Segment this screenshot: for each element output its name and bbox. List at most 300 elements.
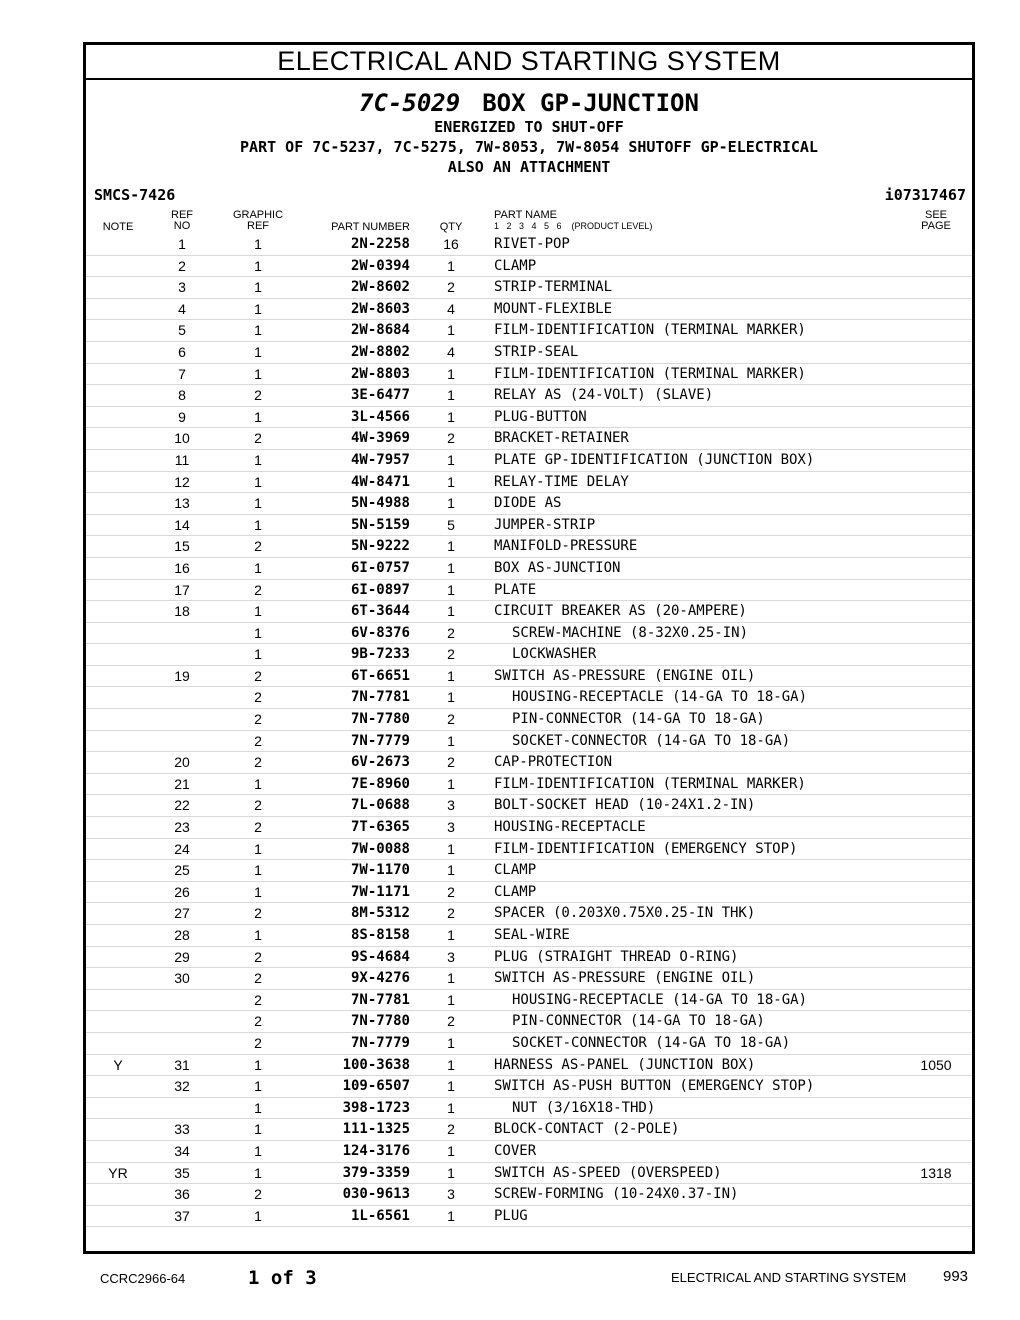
ref-no-cell: 32 [174, 1078, 190, 1095]
graphic-ref-cell: 1 [254, 495, 262, 512]
qty-cell: 2 [447, 430, 455, 447]
part-number-cell: 4W-7957 [350, 451, 410, 468]
ref-no-cell: 12 [174, 473, 190, 490]
part-name-cell: DIODE AS [494, 495, 562, 512]
qty-cell: 1 [447, 408, 455, 425]
part-name-cell: SOCKET-CONNECTOR (14-GA TO 18-GA) [512, 732, 791, 749]
part-name-cell: PLUG-BUTTON [494, 408, 587, 425]
note-cell: YR [108, 1164, 128, 1181]
header-note: NOTE [102, 221, 134, 233]
part-name-cell: CIRCUIT BREAKER AS (20-AMPERE) [494, 603, 747, 620]
part-name-cell: FILM-IDENTIFICATION (TERMINAL MARKER) [494, 775, 806, 792]
table-row [86, 580, 972, 602]
graphic-ref-cell: 2 [254, 430, 262, 447]
qty-cell: 1 [447, 1099, 455, 1116]
table-row [86, 623, 972, 645]
qty-cell: 1 [447, 1142, 455, 1159]
part-number-cell: 7N-7781 [350, 991, 410, 1008]
part-name-cell: MANIFOLD-PRESSURE [494, 538, 638, 555]
ref-no-cell: 7 [178, 365, 186, 382]
part-number-cell: 398-1723 [342, 1099, 410, 1116]
qty-cell: 2 [447, 905, 455, 922]
qty-cell: 1 [447, 559, 455, 576]
qty-cell: 1 [447, 257, 455, 274]
graphic-ref-cell: 1 [254, 603, 262, 620]
ref-no-cell: 17 [174, 581, 190, 598]
part-name-cell: NUT (3/16X18-THD) [512, 1099, 656, 1116]
graphic-ref-cell: 1 [254, 1099, 262, 1116]
part-number-cell: 7W-0088 [350, 840, 410, 857]
part-name-cell: CLAMP [494, 883, 537, 900]
part-name-cell: CAP-PROTECTION [494, 754, 613, 771]
table-row [86, 1033, 972, 1055]
part-number-cell: 2W-8803 [350, 365, 410, 382]
graphic-ref-cell: 1 [254, 559, 262, 576]
part-number-cell: 6I-0897 [350, 581, 410, 598]
ref-no-cell: 9 [178, 408, 186, 425]
part-number-cell: 7N-7780 [350, 1013, 410, 1030]
header-part-name [494, 210, 652, 232]
qty-cell: 2 [447, 646, 455, 663]
part-name-cell: LOCKWASHER [512, 646, 597, 663]
table-row [86, 925, 972, 947]
graphic-ref-cell: 1 [254, 646, 262, 663]
table-row [86, 795, 972, 817]
part-name-cell: SWITCH AS-PUSH BUTTON (EMERGENCY STOP) [494, 1078, 815, 1095]
ref-no-cell: 1 [178, 236, 186, 252]
qty-cell: 1 [447, 732, 455, 749]
parts-table [86, 234, 972, 1227]
table-row [86, 407, 972, 429]
table-row [86, 515, 972, 537]
graphic-ref-cell: 2 [254, 538, 262, 555]
table-row [86, 1098, 972, 1120]
graphic-ref-cell: 2 [254, 905, 262, 922]
part-number-cell: 6T-3644 [350, 603, 410, 620]
qty-cell: 2 [447, 1013, 455, 1030]
part-name-cell: STRIP-SEAL [494, 343, 579, 360]
part-name-cell: COVER [494, 1142, 537, 1159]
part-number-cell: 7T-6365 [350, 819, 410, 836]
qty-cell: 1 [447, 775, 455, 792]
table-row [86, 731, 972, 753]
graphic-ref-cell: 2 [254, 667, 262, 684]
qty-cell: 4 [447, 300, 455, 317]
header-see-page [906, 210, 966, 232]
part-name-cell: FILM-IDENTIFICATION (EMERGENCY STOP) [494, 840, 798, 857]
graphic-ref-cell: 2 [254, 948, 262, 965]
part-name-cell: FILM-IDENTIFICATION (TERMINAL MARKER) [494, 322, 806, 339]
see-page-cell: 1050 [920, 1056, 952, 1073]
ref-no-cell: 24 [174, 840, 190, 857]
part-name-cell: PIN-CONNECTOR (14-GA TO 18-GA) [512, 1013, 765, 1030]
graphic-ref-cell: 2 [254, 711, 262, 728]
header-see-line1: SEE [924, 209, 947, 221]
ref-no-cell: 28 [174, 927, 190, 943]
table-row [86, 882, 972, 904]
part-name-cell: SWITCH AS-PRESSURE (ENGINE OIL) [494, 970, 756, 987]
ref-no-cell: 36 [174, 1186, 190, 1203]
subtitle-line-2: PART OF 7C-5237, 7C-5275, 7W-8053, 7W-8054 SHUTOFF GP-ELECTRICAL [240, 138, 818, 156]
graphic-ref-cell: 1 [254, 1207, 262, 1224]
ref-no-cell: 27 [174, 905, 190, 922]
footer-section-title: ELECTRICAL AND STARTING SYSTEM [671, 1270, 907, 1285]
table-row [86, 947, 972, 969]
part-number-cell: 124-3176 [342, 1142, 410, 1159]
table-row [86, 385, 972, 407]
table-row [86, 1055, 972, 1077]
part-name-cell: BRACKET-RETAINER [494, 430, 629, 447]
graphic-ref-cell: 1 [254, 451, 262, 468]
ref-no-cell: 8 [178, 387, 186, 404]
graphic-ref-cell: 1 [254, 516, 262, 533]
table-row [86, 709, 972, 731]
header-product-level: 1 2 3 4 5 6 (PRODUCT LEVEL) [494, 221, 653, 231]
ref-no-cell: 2 [178, 257, 186, 274]
part-name-cell: JUMPER-STRIP [494, 516, 596, 533]
graphic-ref-cell: 1 [254, 775, 262, 792]
graphic-ref-cell: 1 [254, 343, 262, 360]
ref-no-cell: 14 [174, 516, 190, 533]
part-number-cell: 8M-5312 [350, 905, 410, 922]
part-name-cell: CLAMP [494, 862, 537, 879]
part-name-cell: SOCKET-CONNECTOR (14-GA TO 18-GA) [512, 1034, 791, 1051]
part-number-cell: 6T-6651 [350, 667, 410, 684]
ref-no-cell: 23 [174, 819, 190, 836]
graphic-ref-cell: 2 [254, 991, 262, 1008]
table-row [86, 320, 972, 342]
header-part-name-line1: PART NAME [494, 209, 557, 221]
part-number-cell: 4W-3969 [350, 430, 410, 447]
part-name-cell: FILM-IDENTIFICATION (TERMINAL MARKER) [494, 365, 806, 382]
qty-cell: 1 [447, 538, 455, 555]
qty-cell: 2 [447, 711, 455, 728]
graphic-ref-cell: 2 [254, 1186, 262, 1203]
note-cell: Y [113, 1056, 123, 1073]
group-part-name: BOX GP-JUNCTION [482, 89, 699, 117]
header-ref-no [150, 210, 214, 232]
header-ref-line1: REF [171, 209, 193, 221]
table-row [86, 428, 972, 450]
part-name-cell: BOX AS-JUNCTION [494, 559, 621, 576]
table-row [86, 1206, 972, 1228]
graphic-ref-cell: 1 [254, 473, 262, 490]
qty-cell: 5 [447, 516, 455, 533]
footer-page-of: 1 of 3 [248, 1267, 317, 1289]
table-row [86, 860, 972, 882]
part-number-cell: 7L-0688 [350, 797, 410, 814]
graphic-ref-cell: 2 [254, 754, 262, 771]
part-name-cell: SEAL-WIRE [494, 927, 570, 943]
table-row [86, 1076, 972, 1098]
section-title: ELECTRICAL AND STARTING SYSTEM [86, 45, 972, 80]
table-row [86, 601, 972, 623]
ref-no-cell: 33 [174, 1121, 190, 1138]
part-number-cell: 7N-7781 [350, 689, 410, 706]
table-row [86, 277, 972, 299]
part-name-cell: BLOCK-CONTACT (2-POLE) [494, 1121, 680, 1138]
part-name-cell: SWITCH AS-SPEED (OVERSPEED) [494, 1164, 722, 1181]
ref-no-cell: 6 [178, 343, 186, 360]
header-graphic-line2: REF [247, 220, 269, 232]
part-name-cell: RELAY-TIME DELAY [494, 473, 629, 490]
part-name-cell: HOUSING-RECEPTACLE (14-GA TO 18-GA) [512, 991, 808, 1008]
ref-no-cell: 30 [174, 970, 190, 987]
ref-no-cell: 35 [174, 1164, 190, 1181]
graphic-ref-cell: 1 [254, 1078, 262, 1095]
table-row [86, 1163, 972, 1185]
ref-no-cell: 25 [174, 862, 190, 879]
graphic-ref-cell: 2 [254, 819, 262, 836]
part-name-cell: PLUG (STRAIGHT THREAD O-RING) [494, 948, 739, 965]
qty-cell: 1 [447, 927, 455, 943]
part-name-cell: CLAMP [494, 257, 537, 274]
table-row [86, 1119, 972, 1141]
ref-no-cell: 3 [178, 279, 186, 296]
table-row [86, 234, 972, 256]
table-row [86, 666, 972, 688]
qty-cell: 1 [447, 581, 455, 598]
qty-cell: 3 [447, 948, 455, 965]
part-number-cell: 7W-1170 [350, 862, 410, 879]
ref-no-cell: 22 [174, 797, 190, 814]
part-name-cell: SCREW-MACHINE (8-32X0.25-IN) [512, 624, 749, 641]
ref-no-cell: 13 [174, 495, 190, 512]
qty-cell: 1 [447, 1078, 455, 1095]
part-number-cell: 2W-0394 [350, 257, 410, 274]
qty-cell: 3 [447, 797, 455, 814]
part-name-cell: HARNESS AS-PANEL (JUNCTION BOX) [494, 1056, 756, 1073]
qty-cell: 1 [447, 495, 455, 512]
ref-no-cell: 11 [174, 451, 190, 468]
graphic-ref-cell: 1 [254, 322, 262, 339]
qty-cell: 2 [447, 883, 455, 900]
qty-cell: 1 [447, 387, 455, 404]
part-number-cell: 030-9613 [342, 1186, 410, 1203]
qty-cell: 2 [447, 279, 455, 296]
header-ref-line2: NO [173, 220, 191, 232]
part-number-cell: 5N-9222 [350, 538, 410, 555]
qty-cell: 16 [443, 236, 459, 252]
graphic-ref-cell: 1 [254, 1164, 262, 1181]
table-row [86, 558, 972, 580]
qty-cell: 1 [447, 862, 455, 879]
part-number-cell: 2W-8602 [350, 279, 410, 296]
qty-cell: 1 [447, 667, 455, 684]
part-name-cell: PLUG [494, 1207, 528, 1224]
table-row [86, 774, 972, 796]
graphic-ref-cell: 1 [254, 927, 262, 943]
part-number-cell: 6V-2673 [350, 754, 410, 771]
table-row [86, 968, 972, 990]
graphic-ref-cell: 2 [254, 970, 262, 987]
see-page-cell: 1318 [920, 1164, 952, 1181]
qty-cell: 3 [447, 819, 455, 836]
part-number-cell: 4W-8471 [350, 473, 410, 490]
part-number-cell: 109-6507 [342, 1078, 410, 1095]
ref-no-cell: 21 [174, 775, 190, 792]
graphic-ref-cell: 2 [254, 689, 262, 706]
part-number-cell: 9B-7233 [350, 646, 410, 663]
graphic-ref-cell: 1 [254, 1056, 262, 1073]
part-number-cell: 7N-7779 [350, 732, 410, 749]
part-number-cell: 7W-1171 [350, 883, 410, 900]
table-row [86, 903, 972, 925]
graphic-ref-cell: 2 [254, 1034, 262, 1051]
graphic-ref-cell: 2 [254, 387, 262, 404]
part-name-cell: RIVET-POP [494, 236, 570, 252]
part-number-cell: 7E-8960 [350, 775, 410, 792]
graphic-ref-cell: 1 [254, 840, 262, 857]
part-name-cell: SCREW-FORMING (10-24X0.37-IN) [494, 1186, 739, 1203]
footer-doc-code: CCRC2966-64 [100, 1271, 186, 1286]
graphic-ref-cell: 1 [254, 257, 262, 274]
graphic-ref-cell: 2 [254, 581, 262, 598]
part-number-cell: 5N-5159 [350, 516, 410, 533]
graphic-ref-cell: 1 [254, 862, 262, 879]
part-number-cell: 111-1325 [342, 1121, 410, 1138]
qty-cell: 1 [447, 451, 455, 468]
smcs-code: SMCS-7426 [94, 186, 176, 204]
qty-cell: 2 [447, 1121, 455, 1138]
part-number-cell: 5N-4988 [350, 495, 410, 512]
part-name-cell: PLATE [494, 581, 537, 598]
page-frame [83, 42, 975, 1254]
table-row [86, 472, 972, 494]
table-row [86, 990, 972, 1012]
part-name-cell: PIN-CONNECTOR (14-GA TO 18-GA) [512, 711, 765, 728]
table-row [86, 299, 972, 321]
qty-cell: 1 [447, 1034, 455, 1051]
graphic-ref-cell: 2 [254, 1013, 262, 1030]
graphic-ref-cell: 1 [254, 1142, 262, 1159]
ref-no-cell: 16 [174, 559, 190, 576]
table-row [86, 342, 972, 364]
qty-cell: 1 [447, 1056, 455, 1073]
header-qty: QTY [439, 221, 463, 233]
ref-no-cell: 5 [178, 322, 186, 339]
part-number-cell: 9S-4684 [350, 948, 410, 965]
subtitle-line-1: ENERGIZED TO SHUT-OFF [434, 118, 624, 136]
qty-cell: 3 [447, 1186, 455, 1203]
graphic-ref-cell: 1 [254, 883, 262, 900]
qty-cell: 1 [447, 991, 455, 1008]
qty-cell: 1 [447, 689, 455, 706]
ref-no-cell: 15 [174, 538, 190, 555]
qty-cell: 4 [447, 343, 455, 360]
graphic-ref-cell: 1 [254, 236, 262, 252]
table-row [86, 687, 972, 709]
part-number-cell: 2N-2258 [350, 236, 410, 252]
qty-cell: 1 [447, 473, 455, 490]
header-graphic-line1: GRAPHIC [232, 209, 284, 221]
graphic-ref-cell: 1 [254, 300, 262, 317]
ref-no-cell: 18 [174, 603, 190, 620]
footer-page-number: 993 [943, 1268, 969, 1285]
qty-cell: 1 [447, 1207, 455, 1224]
qty-cell: 1 [447, 365, 455, 382]
part-number-cell: 3E-6477 [350, 387, 410, 404]
table-row [86, 450, 972, 472]
part-number-cell: 2W-8684 [350, 322, 410, 339]
part-name-cell: MOUNT-FLEXIBLE [494, 300, 613, 317]
title-block [86, 89, 972, 177]
ref-no-cell: 4 [178, 300, 186, 317]
table-row [86, 493, 972, 515]
table-row [86, 839, 972, 861]
table-row [86, 256, 972, 278]
part-name-cell: HOUSING-RECEPTACLE [494, 819, 646, 836]
qty-cell: 1 [447, 322, 455, 339]
graphic-ref-cell: 2 [254, 732, 262, 749]
table-row [86, 1141, 972, 1163]
part-name-cell: PLATE GP-IDENTIFICATION (JUNCTION BOX) [494, 451, 815, 468]
graphic-ref-cell: 1 [254, 365, 262, 382]
part-number-cell: 7N-7780 [350, 711, 410, 728]
header-see-line2: PAGE [921, 220, 951, 232]
part-name-cell: SPACER (0.203X0.75X0.25-IN THK) [494, 905, 756, 922]
part-name-cell: HOUSING-RECEPTACLE (14-GA TO 18-GA) [512, 689, 808, 706]
subtitle-line-3: ALSO AN ATTACHMENT [447, 158, 611, 176]
table-row [86, 536, 972, 558]
part-number-cell: 9X-4276 [350, 970, 410, 987]
table-row [86, 817, 972, 839]
title-line [86, 89, 972, 117]
part-name-cell: BOLT-SOCKET HEAD (10-24X1.2-IN) [494, 797, 756, 814]
part-number-cell: 2W-8802 [350, 343, 410, 360]
part-number-cell: 8S-8158 [350, 927, 410, 943]
table-row [86, 1011, 972, 1033]
qty-cell: 1 [447, 603, 455, 620]
part-name-cell: RELAY AS (24-VOLT) (SLAVE) [494, 387, 714, 404]
part-number-cell: 1L-6561 [350, 1207, 410, 1224]
part-number-cell: 7N-7779 [350, 1034, 410, 1051]
qty-cell: 1 [447, 970, 455, 987]
table-row [86, 644, 972, 666]
part-number-cell: 6V-8376 [350, 624, 410, 641]
ref-no-cell: 20 [174, 754, 190, 771]
illustration-id: i07317467 [884, 186, 966, 204]
qty-cell: 2 [447, 754, 455, 771]
header-part-number: PART NUMBER [331, 221, 410, 233]
part-number-cell: 100-3638 [342, 1056, 410, 1073]
part-number-cell: 6I-0757 [350, 559, 410, 576]
ref-no-cell: 29 [174, 948, 190, 965]
graphic-ref-cell: 1 [254, 1121, 262, 1138]
table-row [86, 752, 972, 774]
ref-no-cell: 37 [174, 1207, 190, 1224]
part-number-cell: 3L-4566 [350, 408, 410, 425]
ref-no-cell: 31 [174, 1056, 190, 1073]
table-row [86, 1184, 972, 1206]
group-part-number: 7C-5029 [359, 89, 461, 117]
header-graphic-ref [226, 210, 290, 232]
ref-no-cell: 19 [174, 667, 190, 684]
part-number-cell: 379-3359 [342, 1164, 410, 1181]
graphic-ref-cell: 2 [254, 797, 262, 814]
ref-no-cell: 34 [174, 1142, 190, 1159]
qty-cell: 1 [447, 1164, 455, 1181]
graphic-ref-cell: 1 [254, 624, 262, 641]
qty-cell: 2 [447, 624, 455, 641]
part-name-cell: STRIP-TERMINAL [494, 279, 613, 296]
part-name-cell: SWITCH AS-PRESSURE (ENGINE OIL) [494, 667, 756, 684]
graphic-ref-cell: 1 [254, 279, 262, 296]
ref-no-cell: 26 [174, 883, 190, 900]
graphic-ref-cell: 1 [254, 408, 262, 425]
ref-no-cell: 10 [174, 430, 190, 447]
qty-cell: 1 [447, 840, 455, 857]
